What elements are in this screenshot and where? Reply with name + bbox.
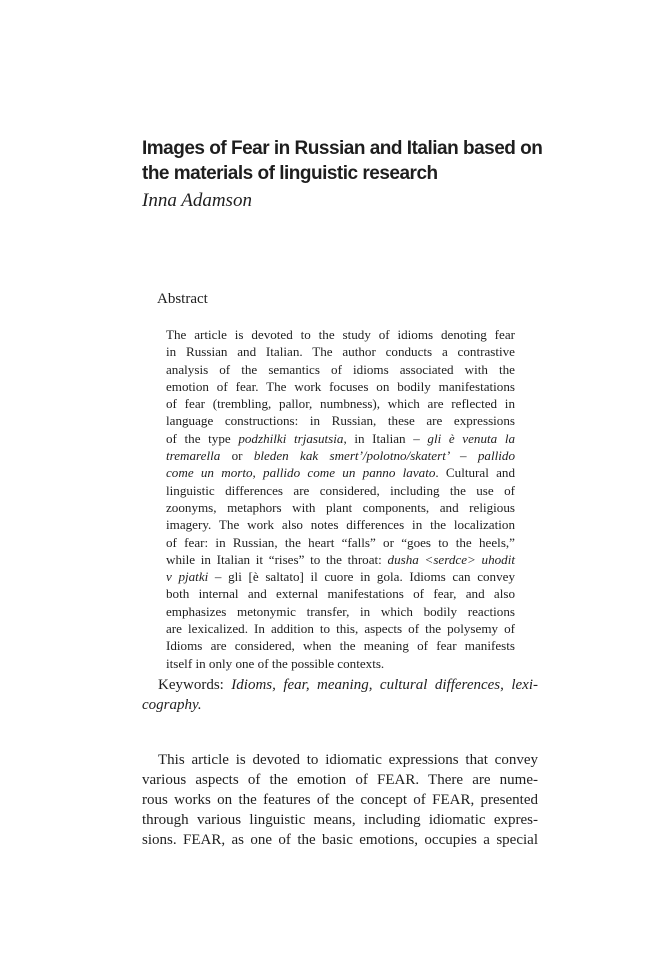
intro-line: rous works on the features of the concept of FEAR, presented: [142, 792, 538, 808]
idiom-example: dusha <serdce> uhodit: [387, 551, 516, 567]
keywords-line: [142, 695, 538, 715]
abstract-text: . Cultural and: [435, 465, 516, 481]
abstract-line: emphasizes metonymic transfer, in which bodily reactions: [166, 603, 515, 619]
article-title: [142, 136, 562, 186]
abstract-heading: Abstract: [157, 291, 208, 307]
article-title-line: the materials of linguistic research: [142, 163, 438, 184]
abstract-line: linguistic differences are considered, including the use of: [166, 482, 515, 498]
abstract-line: zoonyms, metaphors with plant components, and religious: [166, 499, 515, 515]
intro-line: This article is devoted to idiomatic expressions that convey: [158, 752, 538, 768]
intro-line: through various linguistic means, including idiomatic expres-: [142, 812, 538, 828]
abstract-line: analysis of the semantics of idioms associated with the: [166, 361, 515, 377]
keywords-line: [142, 675, 538, 695]
keywords-terms: Idioms, fear, meaning, cultural differences, lexi-: [231, 677, 538, 693]
abstract-line: [166, 551, 515, 568]
abstract-line: of fear: in Russian, the heart “falls” or “goes to the heels,”: [166, 534, 515, 550]
abstract-line: [166, 430, 515, 447]
abstract-line: both internal and external manifestations of fear, and also: [166, 586, 515, 602]
idiom-example: podzhilki trjasutsia: [238, 430, 344, 446]
keywords-label: Keywords:: [158, 677, 232, 693]
abstract-body: [166, 326, 515, 672]
article-title-line: Images of Fear in Russian and Italian based on: [142, 138, 543, 159]
keywords-terms: cography.: [142, 697, 202, 713]
article-author: Inna Adamson: [142, 190, 252, 211]
intro-line: various aspects of the emotion of FEAR. There are nume-: [142, 772, 538, 788]
abstract-text: or: [220, 448, 254, 464]
abstract-line: are lexicalized. In addition to this, aspects of the polysemy of: [166, 621, 515, 637]
idiom-example: come un morto, pallido come un panno lavato: [166, 465, 436, 481]
abstract-line: emotion of fear. The work focuses on bodily manifestations: [166, 378, 515, 394]
idiom-example: bleden kak smert’/polotno/skatert’ – pallido: [253, 448, 515, 464]
abstract-text: , in Italian –: [343, 430, 428, 446]
intro-paragraph: [142, 750, 538, 850]
idiom-example: v pjatki: [166, 569, 209, 585]
abstract-line: [166, 464, 515, 481]
abstract-line: [166, 447, 515, 464]
abstract-line: [166, 568, 515, 585]
abstract-text: of the type: [166, 430, 239, 446]
abstract-line: The article is devoted to the study of idioms denoting fear: [166, 327, 515, 342]
keywords: [142, 675, 538, 715]
idiom-example: gli è venuta la: [427, 430, 515, 446]
abstract-line: Idioms are considered, when the meaning of fear manifests: [166, 638, 515, 654]
idiom-example: tremarella: [166, 448, 221, 464]
abstract-text: while in Italian it “rises” to the throat:: [166, 551, 388, 567]
abstract-line: language constructions: in Russian, these are expressions: [166, 413, 515, 429]
abstract-line: in Russian and Italian. The author conducts a contrastive: [166, 344, 515, 360]
abstract-text: – gli [è saltato] il cuore in gola. Idioms can convey: [208, 569, 516, 585]
intro-line: sions. FEAR, as one of the basic emotions, occupies a special: [142, 832, 538, 848]
abstract-line: itself in only one of the possible contexts.: [166, 655, 385, 671]
abstract-line: of fear (trembling, pallor, numbness), which are reflected in: [166, 396, 515, 412]
abstract-line: imagery. The work also notes differences in the localization: [166, 517, 515, 533]
